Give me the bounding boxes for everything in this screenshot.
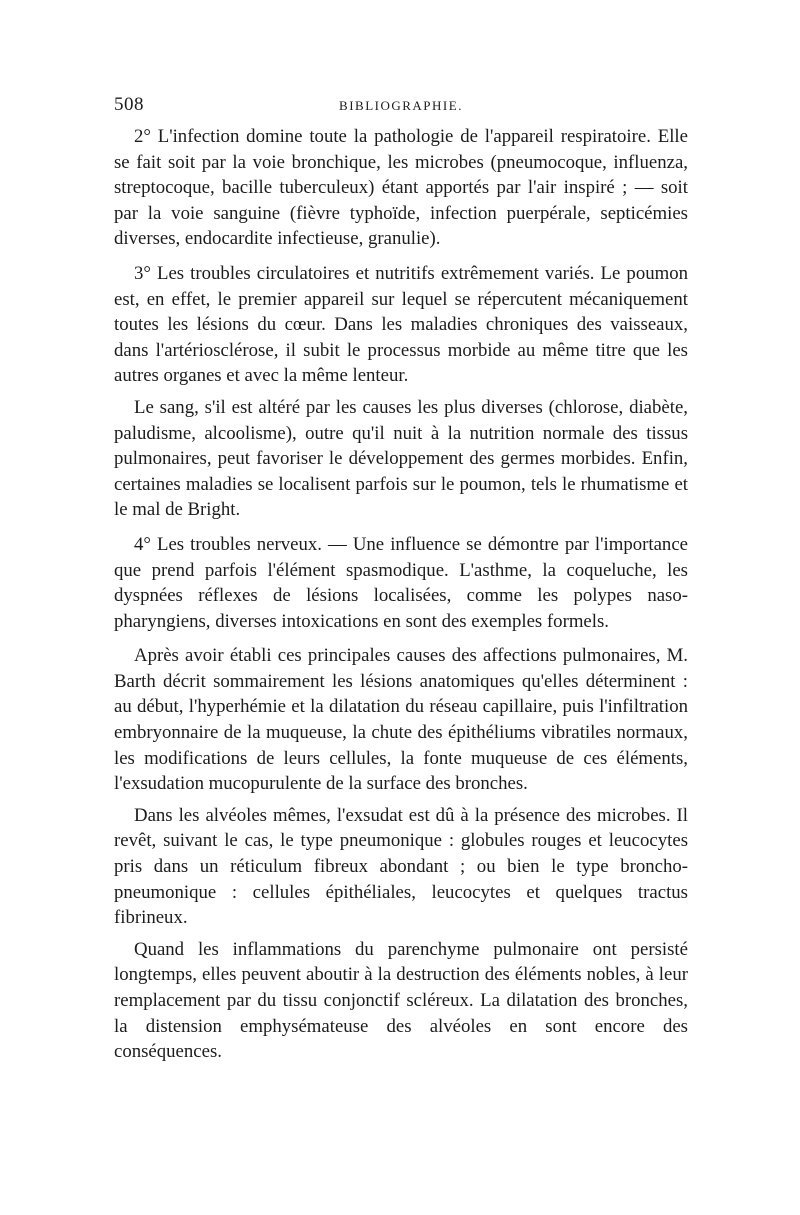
paragraph-blood: Le sang, s'il est altéré par les causes les plus diverses (chlorose, diabète, paludisme, alcoolisme), outre qu'il nuit à la nutrition normale des tissus pulmonaires, peut favoriser le développement des germes morbides. Enfin, certaines maladies se localisent parfois sur le poumon, tels le rhumatisme et le mal de Bright.	[114, 396, 688, 521]
paragraph-persistent-inflammation: Quand les inflammations du parenchyme pulmonaire ont persisté longtemps, elles peuvent aboutir à la destruction des éléments nobles, à leur remplacement par du tissu conjonctif scléreux. La dilatation des bronches, la distension emphysémateuse des alvéoles en sont encore des conséquences.	[114, 938, 688, 1063]
paragraph-infection: 2° L'infection domine toute la pathologie de l'appareil respiratoire. Elle se fait soit par la voie bronchique, les microbes (pneumocoque, influenza, streptocoque, bacille tuberculeux) étant apportés par l'air inspiré ; — soit par la voie sanguine (fièvre typhoïde, infection puerpérale, septicémies diverses, endocardite infectieuse, granulie).	[114, 126, 688, 250]
page-number: 508	[114, 94, 144, 115]
paragraph-lesions: Après avoir établi ces principales causes des affections pulmonaires, M. Barth décrit sommairement les lésions anatomiques qu'elles déterminent : au début, l'hyperhémie et la dilatation du réseau capillaire, puis l'infiltration embryonnaire de la muqueuse, la chute des épithéliums vibratiles normaux, les modifications de leurs cellules, la fonte muqueuse de ces éléments, l'exsudation mucopurulente de la surface des bronches.	[114, 645, 688, 795]
page-header	[114, 94, 688, 118]
paragraph-circulatory-troubles: 3° Les troubles circulatoires et nutritifs extrêmement variés. Le poumon est, en effet, le premier appareil sur lequel se répercutent mécaniquement toutes les lésions du cœur. Dans les maladies chroniques des vaisseaux, dans l'artériosclérose, il subit le processus morbide au même titre que les autres organes et avec la même lenteur.	[114, 262, 688, 387]
body-text	[114, 124, 688, 1065]
running-title: BIBLIOGRAPHIE.	[339, 98, 463, 113]
paragraph-alveoli: Dans les alvéoles mêmes, l'exsudat est dû à la présence des microbes. Il revêt, suivant le cas, le type pneumonique : globules rouges et leucocytes pris dans un réticulum fibreux abondant ; ou bien le type broncho-pneumonique : cellules épithéliales, leucocytes et quelques tractus fibrineux.	[114, 804, 688, 929]
paragraph-nervous-troubles: 4° Les troubles nerveux. — Une influence se démontre par l'importance que prend parfois l'élément spasmodique. L'asthme, la coqueluche, les dyspnées réflexes de lésions localisées, comme les polypes naso-pharyngiens, diverses intoxications en sont des exemples formels.	[114, 533, 688, 632]
